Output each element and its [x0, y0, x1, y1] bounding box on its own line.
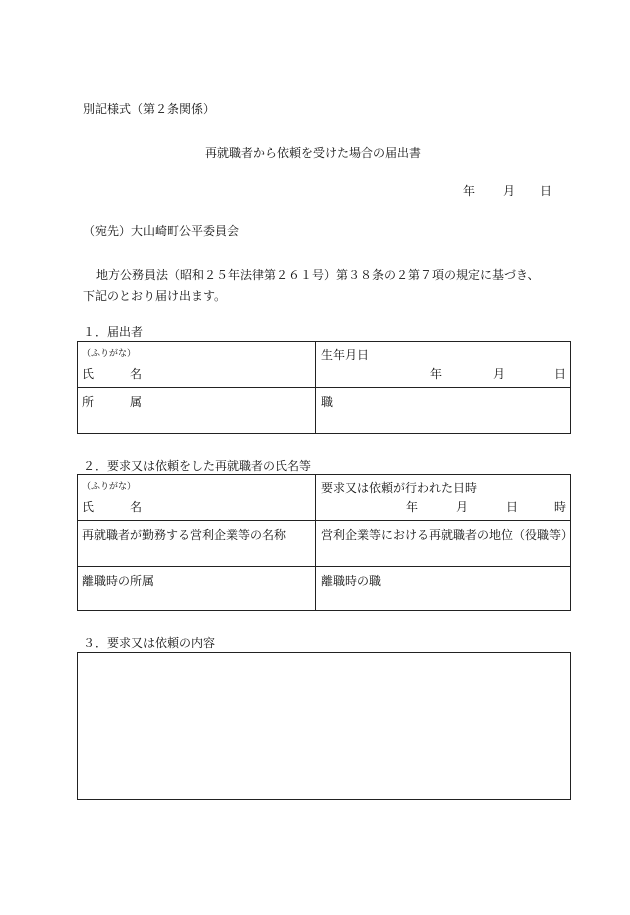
submitter-name-cell[interactable]: [78, 342, 315, 387]
position-cell[interactable]: [315, 387, 570, 433]
birthdate-cell[interactable]: [315, 342, 570, 387]
position-label: 職: [321, 395, 334, 409]
section3-heading: ３．要求又は依頼の内容: [83, 636, 216, 650]
date-year-label: 年: [463, 184, 476, 198]
former-affiliation-cell[interactable]: [78, 566, 315, 610]
birth-month-label: 月: [493, 367, 506, 381]
body-text-line2: 下記のとおり届け出ます。: [83, 289, 227, 303]
former-affiliation-label: 離職時の所属: [82, 574, 155, 588]
affiliation-label: 所 属: [82, 395, 143, 409]
former-position-cell[interactable]: [315, 566, 570, 610]
affiliation-cell[interactable]: [78, 387, 315, 433]
reemployed-table: [77, 474, 574, 611]
dt-year-label: 年: [406, 500, 419, 514]
company-name-label: 再就職者が勤務する営利企業等の名称: [82, 528, 287, 542]
name-label: 氏 名: [82, 367, 143, 381]
body-text-line1: 地方公務員法（昭和２５年法律第２６１号）第３８条の２第７項の規定に基づき、: [96, 268, 540, 282]
submitter-table: [77, 341, 571, 434]
addressee: （宛先）大山崎町公平委員会: [83, 224, 240, 238]
date-day-label: 日: [540, 184, 553, 198]
form-reference: 別記様式（第２条関係）: [83, 102, 216, 116]
date-month-label: 月: [503, 184, 516, 198]
company-status-label: 営利企業等における再就職者の地位（役職等）: [321, 528, 574, 542]
reemployed-name-cell[interactable]: [78, 475, 315, 520]
request-datetime-cell[interactable]: [315, 475, 570, 520]
birth-day-label: 日: [554, 367, 567, 381]
request-content-box[interactable]: [77, 652, 571, 800]
company-status-cell[interactable]: [315, 520, 574, 566]
birth-year-label: 年: [430, 367, 443, 381]
name-label: 氏 名: [82, 500, 143, 514]
company-name-cell[interactable]: [78, 520, 315, 566]
birthdate-label: 生年月日: [321, 348, 370, 362]
request-datetime-label: 要求又は依頼が行われた日時: [321, 481, 478, 495]
dt-hour-label: 時: [554, 500, 567, 514]
dt-day-label: 日: [506, 500, 519, 514]
former-position-label: 離職時の職: [321, 574, 382, 588]
section2-heading: ２．要求又は依頼をした再就職者の氏名等: [83, 459, 312, 473]
document-title: 再就職者から依頼を受けた場合の届出書: [205, 146, 422, 160]
furigana-label: （ふりがな）: [82, 349, 137, 359]
dt-month-label: 月: [456, 500, 469, 514]
furigana-label: （ふりがな）: [82, 482, 137, 492]
section1-heading: １．届出者: [83, 325, 144, 339]
